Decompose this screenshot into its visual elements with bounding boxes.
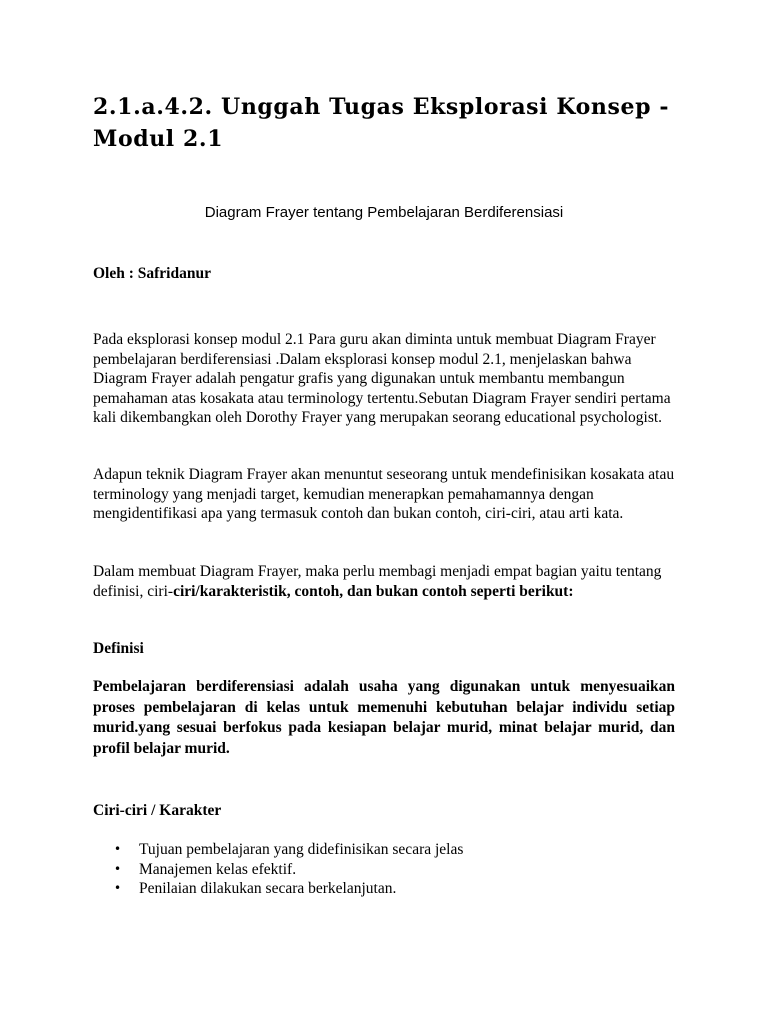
bullet-icon: •: [114, 842, 122, 856]
list-item: [93, 860, 653, 880]
sections-paragraph: [93, 562, 675, 601]
intro-paragraph: Pada eksplorasi konsep modul 2.1 Para guru akan diminta untuk membuat Diagram Frayer pembelajaran berdiferensiasi .Dalam eksplorasi konsep modul 2.1, menjelaskan bahwa Diagram Frayer adalah pengatur grafis yang digunakan untuk membantu membangun pemahaman atas kosakata atau terminology tertentu.Sebutan Diagram Frayer sendiri pertama kali dikembangkan oleh Dorothy Frayer yang merupakan seorang educational psychologist.: [93, 331, 671, 427]
sections-paragraph-bold-text: ciri/karakteristik, contoh, dan bukan contoh seperti berikut:: [173, 582, 574, 600]
ciri-heading: Ciri-ciri / Karakter: [93, 802, 222, 819]
list-item-text: Tujuan pembelajaran yang didefinisikan secara jelas: [139, 841, 464, 858]
definisi-text: Pembelajaran berdiferensiasi adalah usaha yang digunakan untuk menyesuaikan proses pembelajaran di kelas untuk memenuhi kebutuhan belajar individu setiap murid.yang sesuai berfokus pada kesiapan belajar murid, minat belajar murid, dan profil belajar murid.: [93, 678, 675, 757]
list-item-text: Manajemen kelas efektif.: [139, 860, 297, 878]
bullet-icon: •: [114, 881, 122, 895]
list-item: [93, 879, 653, 899]
ciri-list: [93, 840, 653, 899]
list-item: [93, 840, 653, 860]
sections-paragraph-text: Dalam membuat Diagram Frayer, maka perlu membagi menjadi empat bagian yaitu tentang definisi, ciri-: [93, 563, 662, 600]
page-title: 2.1.a.4.2. Unggah Tugas Eksplorasi Konsep - Modul 2.1: [93, 94, 670, 152]
author-line: Oleh : Safridanur: [93, 265, 211, 282]
definisi-heading: Definisi: [93, 640, 144, 657]
bullet-icon: •: [114, 861, 122, 876]
document-subtitle: Diagram Frayer tentang Pembelajaran Berdiferensiasi: [204, 204, 564, 221]
list-item-text: Penilaian dilakukan secara berkelanjutan.: [139, 880, 397, 897]
technique-paragraph: Adapun teknik Diagram Frayer akan menuntut seseorang untuk mendefinisikan kosakata atau terminology yang menjadi target, kemudian menerapkan pemahamannya dengan mengidentifikasi apa yang termasuk contoh dan bukan contoh, ciri-ciri, atau arti kata.: [93, 466, 675, 523]
